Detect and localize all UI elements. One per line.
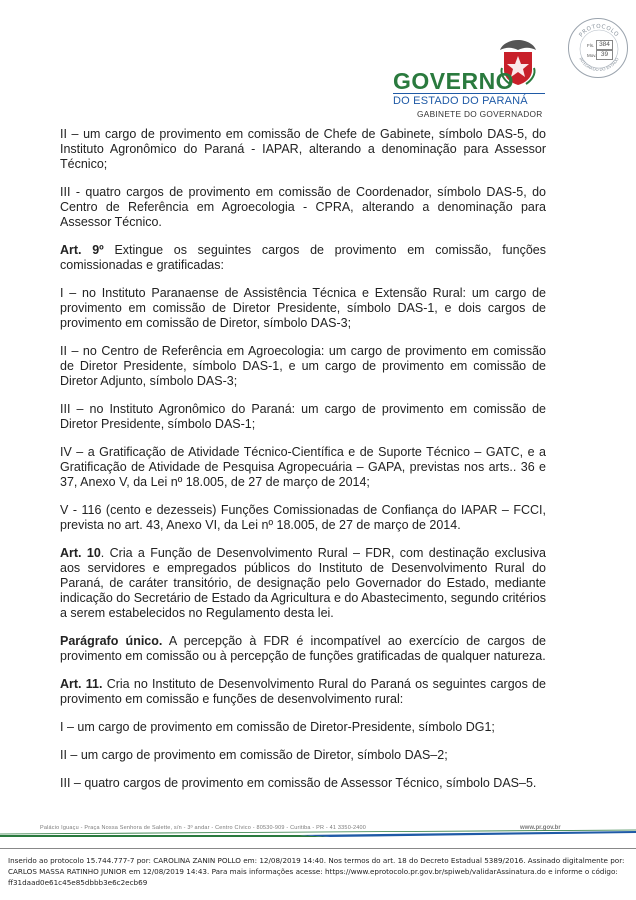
paragraph: V - 116 (cento e dezesseis) Funções Comissionadas de Confiança do IAPAR – FCCI, prevista no art. 43, Anexo VI, da Lei nº 18.005, de 27 de março de 2014. xyxy=(60,503,546,532)
article-9: Art. 9º Extingue os seguintes cargos de provimento em comissão, funções comissionadas e gratificadas: xyxy=(60,243,546,272)
document-body xyxy=(60,127,546,804)
stamp-fls-value: 384 xyxy=(596,40,613,50)
paragraph: III – quatro cargos de provimento em comissão de Assessor Técnico, símbolo DAS–5. xyxy=(60,776,537,790)
government-logo xyxy=(393,38,553,120)
paragraph: IV – a Gratificação de Atividade Técnico-Científica e de Suporte Técnico – GATC, e a Gratificação de Atividade de Pesquisa Agropecuária – GAPA, previstas nos arts.. 36 e 37, Anexo V, da Lei nº 18.005, de 27 de março de 2014; xyxy=(60,445,546,489)
protocol-stamp xyxy=(568,18,628,78)
brand-subtitle: DO ESTADO DO PARANÁ xyxy=(393,93,545,107)
paragraph: III - quatro cargos de provimento em comissão de Coordenador, símbolo DAS-5, do Centro de Referência em Agroecologia - CPRA, alterando a denominação para Assessor Técnico. xyxy=(60,185,546,229)
brand-office: GABINETE DO GOVERNADOR xyxy=(417,109,543,119)
brand-title: GOVERNO xyxy=(393,68,515,94)
stamp-text-bottom: INTEGRADO DO ESTADO xyxy=(578,56,620,73)
paragraph: I – um cargo de provimento em comissão de Diretor-Presidente, símbolo DG1; xyxy=(60,720,495,734)
stamp-mov-value: 39 xyxy=(596,50,613,60)
sole-paragraph: Parágrafo único. A percepção à FDR é incompatível ao exercício de cargos de provimento em comissão ou à percepção de funções gratificadas de qualquer natureza. xyxy=(60,634,546,663)
article-10: Art. 10. Cria a Função de Desenvolvimento Rural – FDR, com destinação exclusiva aos servidores e empregados públicos do Instituto de Desenvolvimento Rural do Paraná, de caráter transitório, de designação pelo Governador do Estado, mediante indicação do Secretário de Estado da Agricultura e do Abastecimento, segundo critérios a serem estabelecidos no Regulamento desta lei. xyxy=(60,546,547,620)
signature-note: Inserido ao protocolo 15.744.777-7 por: CAROLINA ZANIN POLLO em: 12/08/2019 14:40. Nos termos do art. 18 do Decreto Estadual 5389/2016. Assinado digitalmente por: CARLOS MASSA RATINHO JUNIOR em 12/08/2019 14:43. Para mais informações acesse: https://www.eprotocolo.pr.gov.br/spiweb/validarAssinatura.do e informe o código: ff31daad0e61c45e85dbbb3e6c2ecb69 xyxy=(0,848,636,900)
stamp-text-top: PROTOCOLO xyxy=(578,23,620,39)
stamp-mov-label: Mov. xyxy=(587,52,597,58)
paragraph: III – no Instituto Agronômico do Paraná: um cargo de provimento em comissão de Diretor Presidente, símbolo DAS-1; xyxy=(60,402,546,431)
stamp-fls-label: Fls. xyxy=(587,42,595,48)
paragraph: II – no Centro de Referência em Agroecologia: um cargo de provimento em comissão de Diretor Presidente, símbolo DAS-1, e um cargo de provimento em comissão de Diretor Adjunto, símbolo DAS-3; xyxy=(60,344,546,388)
footer-site: www.pr.gov.br xyxy=(520,825,561,831)
article-11: Art. 11. Cria no Instituto de Desenvolvimento Rural do Paraná os seguintes cargos de provimento em comissão e funções de desenvolvimento rural: xyxy=(60,677,546,706)
svg-text:PROTOCOLO xyxy=(578,24,619,38)
footer-address: Palácio Iguaçu - Praça Nossa Senhora de Salette, s/n - 3º andar - Centro Cívico - 80530-909 - Curitiba - PR - 41 3350-2400 xyxy=(40,825,367,831)
paragraph: I – no Instituto Paranaense de Assistência Técnica e Extensão Rural: um cargo de provimento em comissão de Diretor Presidente, símbolo DAS-1, e dois cargos de provimento em comissão de Diretor, símbolo DAS-3; xyxy=(60,286,546,330)
paragraph: II – um cargo de provimento em comissão de Chefe de Gabinete, símbolo DAS-5, do Instituto Agronômico do Paraná - IAPAR, alterando a denominação para Assessor Técnico; xyxy=(60,127,546,171)
paragraph: II – um cargo de provimento em comissão de Diretor, símbolo DAS–2; xyxy=(60,748,448,762)
stamp-fields xyxy=(587,40,613,60)
